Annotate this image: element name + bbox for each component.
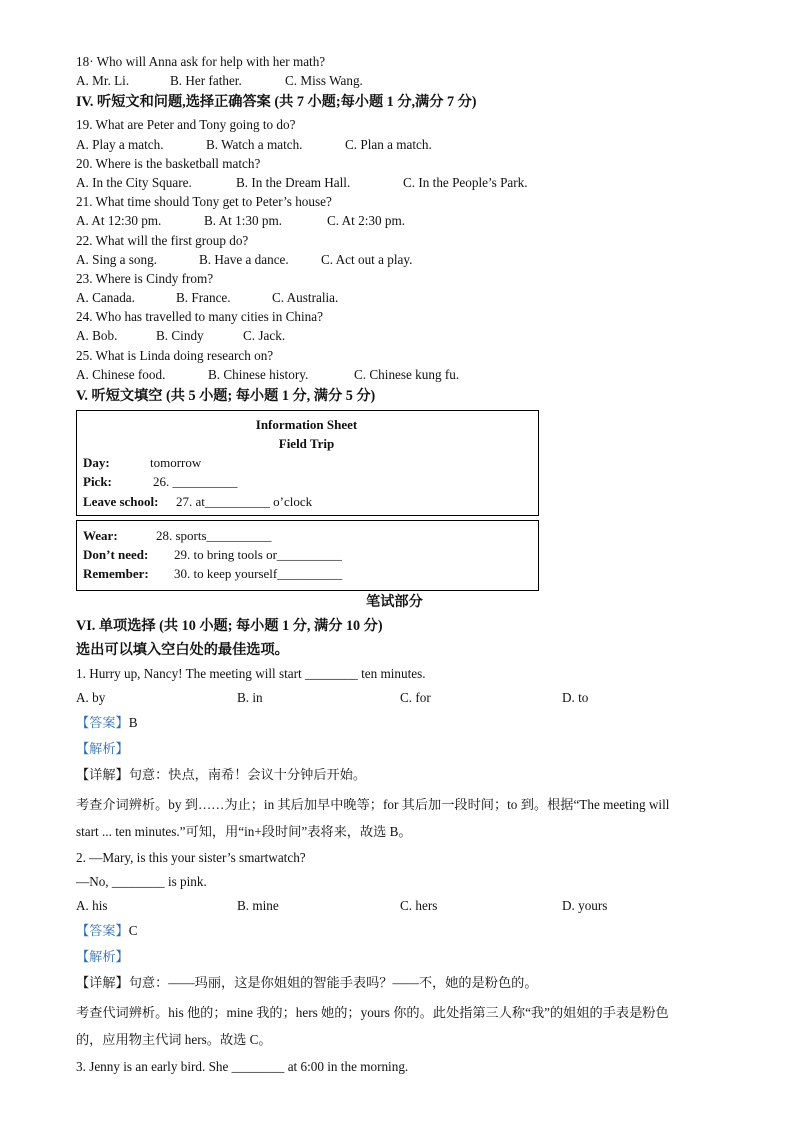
option-c: C. for (400, 690, 431, 705)
option-a: A. Sing a song. (76, 252, 157, 267)
pick-value: 26. __________ (153, 474, 238, 489)
option-d: D. yours (562, 898, 608, 913)
sheet-row-day (83, 455, 202, 471)
detail-1 (76, 767, 366, 783)
remember-label: Remember: (83, 566, 149, 581)
answer-value: C (128, 923, 138, 938)
answer-tag: 【答案】 (76, 715, 129, 730)
section-vi-heading: VI. 单项选择 (共 10 小题; 每小题 1 分, 满分 10 分) (76, 618, 383, 634)
option-c: C. Chinese kung fu. (354, 367, 460, 382)
option-a: A. Bob. (76, 328, 118, 343)
option-c: C. Australia. (272, 290, 339, 305)
answer-2 (76, 923, 138, 939)
question-25: 25. What is Linda doing research on? (76, 348, 274, 363)
sheet-subtitle: Field Trip (278, 436, 335, 451)
leave-value: 27. at__________ o’clock (176, 494, 313, 509)
mc-question-1: 1. Hurry up, Nancy! The meeting will start ________ ten minutes. (76, 666, 426, 681)
wear-value: 28. sports__________ (156, 528, 272, 543)
option-a: A. Mr. Li. (76, 73, 130, 88)
question-20: 20. Where is the basketball match? (76, 156, 261, 171)
answer-tag: 【答案】 (76, 923, 129, 938)
option-a: A. Play a match. (76, 137, 164, 152)
option-c: C. Miss Wang. (285, 73, 363, 88)
explanation-1-line-2: start ... ten minutes.”可知，用“in+段时间”表将来，故选 B。 (76, 824, 412, 839)
sheet-row-dont-need (83, 547, 342, 563)
dont-need-value: 29. to bring tools or__________ (174, 547, 342, 562)
section-iv-heading: IV. 听短文和问题,选择正确答案 (共 7 小题;每小题 1 分,满分 7 分) (76, 94, 477, 110)
option-b: B. Have a dance. (199, 252, 289, 267)
option-b: B. Her father. (170, 73, 242, 88)
sheet-row-pick (83, 474, 238, 490)
option-c: C. At 2:30 pm. (327, 213, 406, 228)
option-a: A. At 12:30 pm. (76, 213, 162, 228)
option-a: A. Canada. (76, 290, 135, 305)
analysis-tag-2: 【解析】 (76, 949, 129, 964)
question-24: 24. Who has travelled to many cities in China? (76, 309, 323, 324)
option-c: C. In the People’s Park. (403, 175, 528, 190)
detail-tag: 【详解】 (76, 767, 129, 782)
wear-label: Wear: (83, 528, 118, 543)
question-23: 23. Where is Cindy from? (76, 271, 214, 286)
sheet-row-wear (83, 528, 272, 544)
detail-2 (76, 975, 538, 991)
sheet-title: Information Sheet (255, 417, 358, 432)
answer-1 (76, 715, 138, 731)
option-c: C. Jack. (243, 328, 286, 343)
option-a: A. by (76, 690, 106, 705)
question-19: 19. What are Peter and Tony going to do? (76, 117, 296, 132)
pick-label: Pick: (83, 474, 112, 489)
mc-question-2-line-1: 2. —Mary, is this your sister’s smartwatch? (76, 850, 306, 865)
question-21: 21. What time should Tony get to Peter’s house? (76, 194, 332, 209)
sheet-row-leave (83, 494, 313, 510)
option-b: B. mine (237, 898, 279, 913)
day-label: Day: (83, 455, 110, 470)
detail-text: 句意：快点，南希！会议十分钟后开始。 (128, 767, 367, 782)
explanation-1-line-1: 考查介词辨析。by 到……为止；in 其后加早中晚等；for 其后加一段时间；to 到。根据“The meeting will (76, 797, 670, 812)
option-b: B. in (237, 690, 263, 705)
option-a: A. Chinese food. (76, 367, 166, 382)
option-b: B. France. (176, 290, 231, 305)
option-c: C. Plan a match. (345, 137, 432, 152)
explanation-2-line-1: 考查代词辨析。his 他的；mine 我的；hers 她的；yours 你的。此处指第三人称“我”的姐姐的手表是粉色 (76, 1005, 669, 1020)
analysis-tag-1: 【解析】 (76, 741, 129, 756)
option-b: B. In the Dream Hall. (236, 175, 351, 190)
detail-text: 句意：——玛丽，这是你姐姐的智能手表吗？——不，她的是粉色的。 (128, 975, 538, 990)
option-b: B. Watch a match. (206, 137, 303, 152)
detail-tag: 【详解】 (76, 975, 129, 990)
option-a: A. his (76, 898, 108, 913)
explanation-2-line-2: 的，应用物主代词 hers。故选 C。 (76, 1032, 272, 1047)
sheet-row-remember (83, 566, 343, 582)
answer-value: B (128, 715, 138, 730)
mc-question-3: 3. Jenny is an early bird. She ________ at 6:00 in the morning. (76, 1059, 409, 1074)
remember-value: 30. to keep yourself__________ (174, 566, 343, 581)
option-c: C. Act out a play. (321, 252, 413, 267)
option-b: B. Chinese history. (208, 367, 309, 382)
written-part-heading: 笔试部分 (366, 594, 423, 610)
section-vi-instruction: 选出可以填入空白处的最佳选项。 (76, 642, 289, 658)
question-18: 18· Who will Anna ask for help with her math? (76, 54, 326, 69)
option-d: D. to (562, 690, 589, 705)
option-b: B. At 1:30 pm. (204, 213, 283, 228)
option-c: C. hers (400, 898, 438, 913)
leave-label: Leave school: (83, 494, 159, 509)
day-value: tomorrow (150, 455, 202, 470)
mc-question-2-line-2: —No, ________ is pink. (76, 874, 207, 889)
question-22: 22. What will the first group do? (76, 233, 249, 248)
option-a: A. In the City Square. (76, 175, 192, 190)
option-b: B. Cindy (156, 328, 204, 343)
section-v-heading: V. 听短文填空 (共 5 小题; 每小题 1 分, 满分 5 分) (76, 388, 376, 404)
dont-need-label: Don’t need: (83, 547, 149, 562)
